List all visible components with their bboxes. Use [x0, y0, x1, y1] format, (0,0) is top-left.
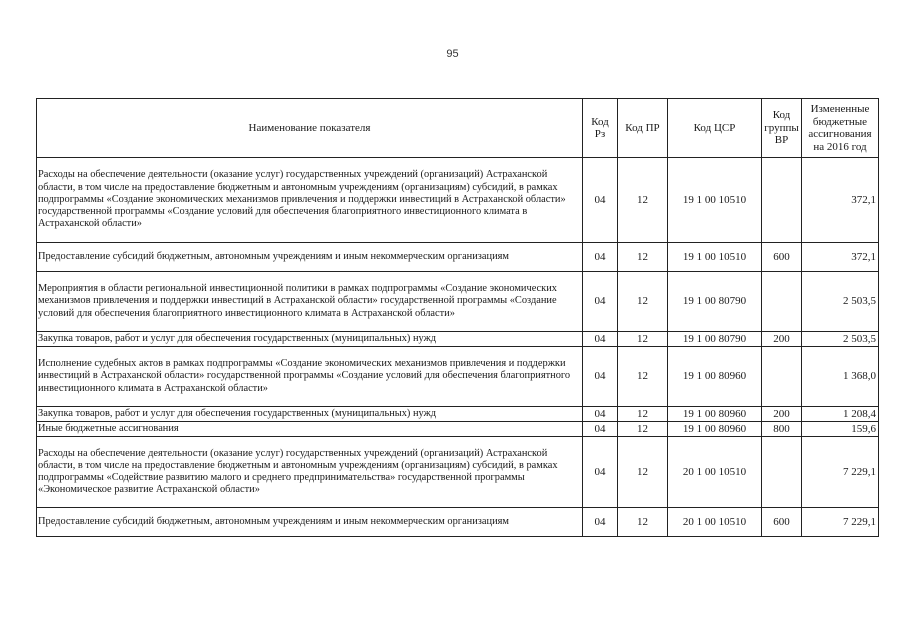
table-row	[37, 347, 879, 407]
row-vr: 800	[762, 422, 802, 437]
row-csr: 19 1 00 80790	[668, 332, 762, 347]
header-pr: Код ПР	[618, 99, 668, 158]
row-pr: 12	[618, 407, 668, 422]
row-name: Закупка товаров, работ и услуг для обеспечения государственных (муниципальных) нужд	[37, 332, 583, 347]
row-amount: 2 503,5	[802, 332, 879, 347]
row-name: Исполнение судебных актов в рамках подпрограммы «Создание экономических механизмов привлечения и поддержки инвестиций в Астраханской области» государственной программы «Создание условий для обеспечения благоприятного инвестиционного климата в Астраханской области»	[37, 347, 583, 407]
row-name: Расходы на обеспечение деятельности (оказание услуг) государственных учреждений (организаций) Астраханской области, в том числе на предоставление бюджетным и автономным учреждениям (организациям) субсидий, в рамках подпрограммы «Создание экономических механизмов привлечения и поддержки инвестиций в Астраханской области» государственной программы «Создание условий для обеспечения благоприятного инвестиционного климата в Астраханской области»	[37, 158, 583, 243]
table-row	[37, 158, 879, 243]
row-rz: 04	[583, 347, 618, 407]
header-csr: Код ЦСР	[668, 99, 762, 158]
row-amount: 159,6	[802, 422, 879, 437]
row-pr: 12	[618, 158, 668, 243]
row-name: Закупка товаров, работ и услуг для обеспечения государственных (муниципальных) нужд	[37, 407, 583, 422]
row-name: Предоставление субсидий бюджетным, автономным учреждениям и иным некоммерческим организациям	[37, 243, 583, 272]
row-name: Мероприятия в области региональной инвестиционной политики в рамках подпрограммы «Создание экономических механизмов привлечения и поддержки инвестиций в Астраханской области» государственной программы «Создание условий для обеспечения благоприятного инвестиционного климата в Астраханской области»	[37, 272, 583, 332]
row-rz: 04	[583, 437, 618, 508]
row-csr: 20 1 00 10510	[668, 437, 762, 508]
row-pr: 12	[618, 332, 668, 347]
row-csr: 19 1 00 80790	[668, 272, 762, 332]
table-row	[37, 332, 879, 347]
page-number: 95	[446, 48, 459, 60]
row-rz: 04	[583, 243, 618, 272]
row-amount: 7 229,1	[802, 437, 879, 508]
row-csr: 19 1 00 80960	[668, 407, 762, 422]
row-vr: 200	[762, 407, 802, 422]
row-name: Предоставление субсидий бюджетным, автономным учреждениям и иным некоммерческим организациям	[37, 508, 583, 537]
table-row	[37, 243, 879, 272]
row-pr: 12	[618, 508, 668, 537]
row-vr	[762, 158, 802, 243]
row-rz: 04	[583, 407, 618, 422]
row-vr: 600	[762, 243, 802, 272]
header-vr: Код группы ВР	[762, 99, 802, 158]
row-rz: 04	[583, 332, 618, 347]
row-pr: 12	[618, 347, 668, 407]
row-csr: 19 1 00 10510	[668, 158, 762, 243]
row-name: Иные бюджетные ассигнования	[37, 422, 583, 437]
row-vr	[762, 347, 802, 407]
row-amount: 2 503,5	[802, 272, 879, 332]
row-rz: 04	[583, 422, 618, 437]
row-amount: 372,1	[802, 243, 879, 272]
row-csr: 19 1 00 80960	[668, 347, 762, 407]
row-amount: 1 208,4	[802, 407, 879, 422]
table-row	[37, 407, 879, 422]
row-vr	[762, 272, 802, 332]
row-rz: 04	[583, 272, 618, 332]
table-header-row	[37, 99, 879, 158]
table-row	[37, 508, 879, 537]
row-amount: 7 229,1	[802, 508, 879, 537]
row-vr	[762, 437, 802, 508]
row-rz: 04	[583, 158, 618, 243]
budget-table	[36, 98, 879, 537]
table-row	[37, 422, 879, 437]
row-name: Расходы на обеспечение деятельности (оказание услуг) государственных учреждений (организаций) Астраханской области, в том числе на предоставление бюджетным и автономным учреждениям (организациям) субсидий, в рамках подпрограммы «Содействие развитию малого и среднего предпринимательства» государственной программы «Экономическое развитие Астраханской области»	[37, 437, 583, 508]
row-csr: 19 1 00 80960	[668, 422, 762, 437]
table-row	[37, 272, 879, 332]
row-csr: 19 1 00 10510	[668, 243, 762, 272]
row-vr: 200	[762, 332, 802, 347]
header-rz: Код Рз	[583, 99, 618, 158]
row-pr: 12	[618, 422, 668, 437]
row-csr: 20 1 00 10510	[668, 508, 762, 537]
row-pr: 12	[618, 272, 668, 332]
table-row	[37, 437, 879, 508]
row-amount: 372,1	[802, 158, 879, 243]
header-amount: Измененные бюджетные ассигнования на 2016 год	[802, 99, 879, 158]
header-name: Наименование показателя	[37, 99, 583, 158]
row-pr: 12	[618, 437, 668, 508]
row-vr: 600	[762, 508, 802, 537]
row-pr: 12	[618, 243, 668, 272]
row-amount: 1 368,0	[802, 347, 879, 407]
row-rz: 04	[583, 508, 618, 537]
